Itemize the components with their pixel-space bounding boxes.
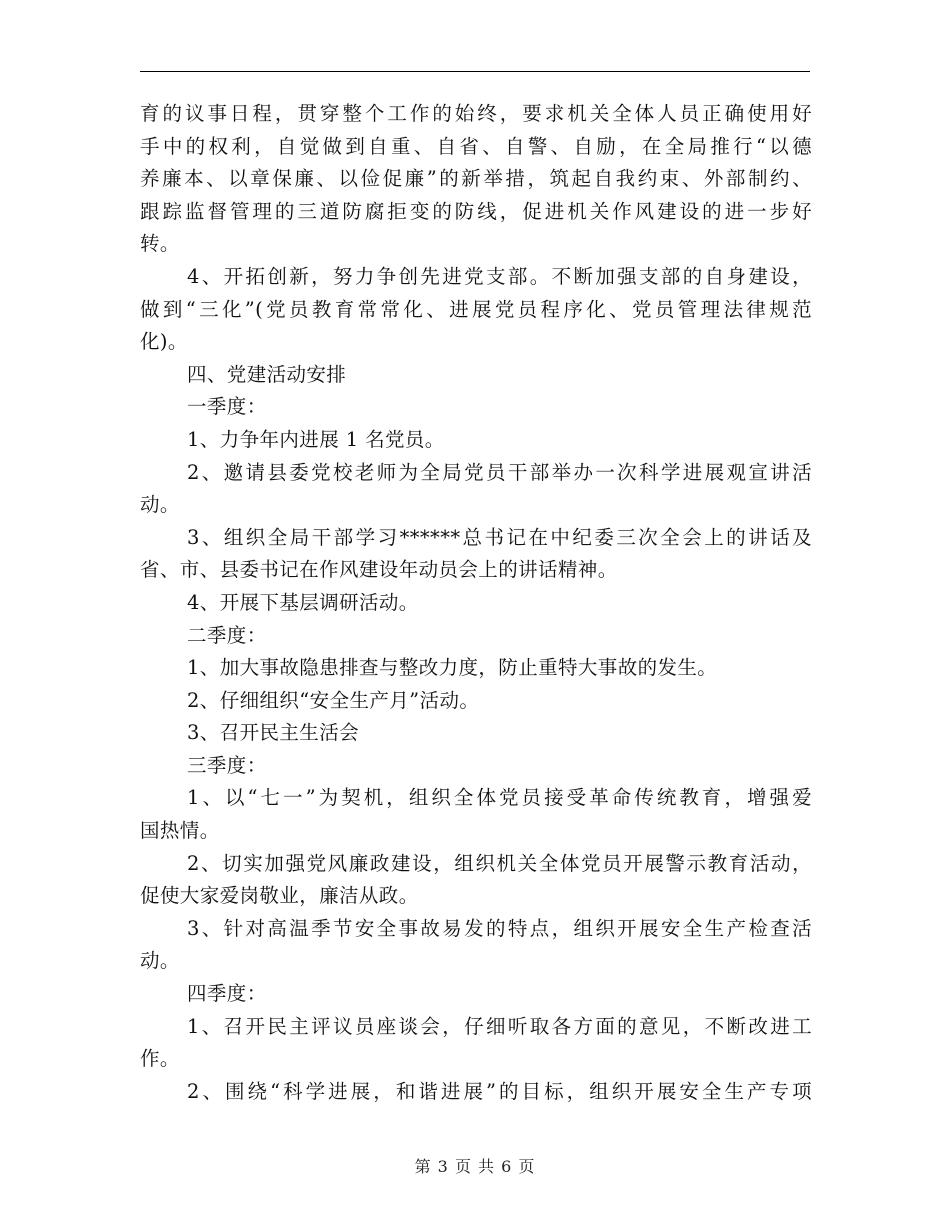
text-line: 作。 <box>140 1047 180 1071</box>
text-line: 3、针对高温季节安全事故易发的特点，组织开展安全生产检查活 <box>187 916 812 940</box>
text-line: 3、召开民主生活会 <box>187 721 360 745</box>
text-line: 2、围绕“科学进展，和谐进展”的目标，组织开展安全生产专项 <box>187 1079 812 1103</box>
text-line: 2、仔细组织“安全生产月”活动。 <box>187 688 480 712</box>
text-line: 省、市、县委书记在作风建设年动员会上的讲话精神。 <box>140 558 618 582</box>
document-body <box>140 98 812 1108</box>
text-line: 一季度： <box>187 395 267 419</box>
text-line: 化)。 <box>140 330 188 354</box>
text-line: 三季度： <box>187 753 267 777</box>
text-line: 手中的权利，自觉做到自重、自省、自警、自励，在全局推行“以德 <box>140 134 812 158</box>
text-line: 1、力争年内进展 1 名党员。 <box>187 427 445 451</box>
text-line: 二季度： <box>187 623 267 647</box>
text-line: 四、党建活动安排 <box>187 362 347 386</box>
text-line: 2、切实加强党风廉政建设，组织机关全体党员开展警示教育活动， <box>187 851 812 875</box>
text-line: 养廉本、以章保廉、以俭促廉”的新举措，筑起自我约束、外部制约、 <box>140 167 812 191</box>
text-line: 动。 <box>140 493 180 517</box>
text-line: 1、加大事故隐患排查与整改力度，防止重特大事故的发生。 <box>187 656 718 680</box>
text-line: 转。 <box>140 232 180 256</box>
text-line: 动。 <box>140 949 180 973</box>
text-line: 做到“三化”(党员教育常常化、进展党员程序化、党员管理法律规范 <box>140 297 812 321</box>
text-line: 国热情。 <box>140 819 220 843</box>
text-line: 1、以“七一”为契机，组织全体党员接受革命传统教育，增强爱 <box>187 786 812 810</box>
text-line: 4、开拓创新，努力争创先进党支部。不断加强支部的自身建设， <box>187 264 812 288</box>
header-rule <box>140 71 810 72</box>
text-line: 1、召开民主评议员座谈会，仔细听取各方面的意见，不断改进工 <box>187 1014 812 1038</box>
text-line: 2、邀请县委党校老师为全局党员干部举办一次科学进展观宣讲活 <box>187 460 812 484</box>
text-line: 促使大家爱岗敬业，廉洁从政。 <box>140 884 419 908</box>
text-line: 育的议事日程，贯穿整个工作的始终，要求机关全体人员正确使用好 <box>140 102 812 125</box>
page-footer: 第 3 页 共 6 页 <box>414 1157 536 1176</box>
text-line: 3、组织全局干部学习******总书记在中纪委三次全会上的讲话及 <box>187 525 812 549</box>
text-line: 四季度： <box>187 982 267 1006</box>
text-line: 4、开展下基层调研活动。 <box>187 590 419 614</box>
text-line: 跟踪监督管理的三道防腐拒变的防线，促进机关作风建设的进一步好 <box>140 199 812 223</box>
